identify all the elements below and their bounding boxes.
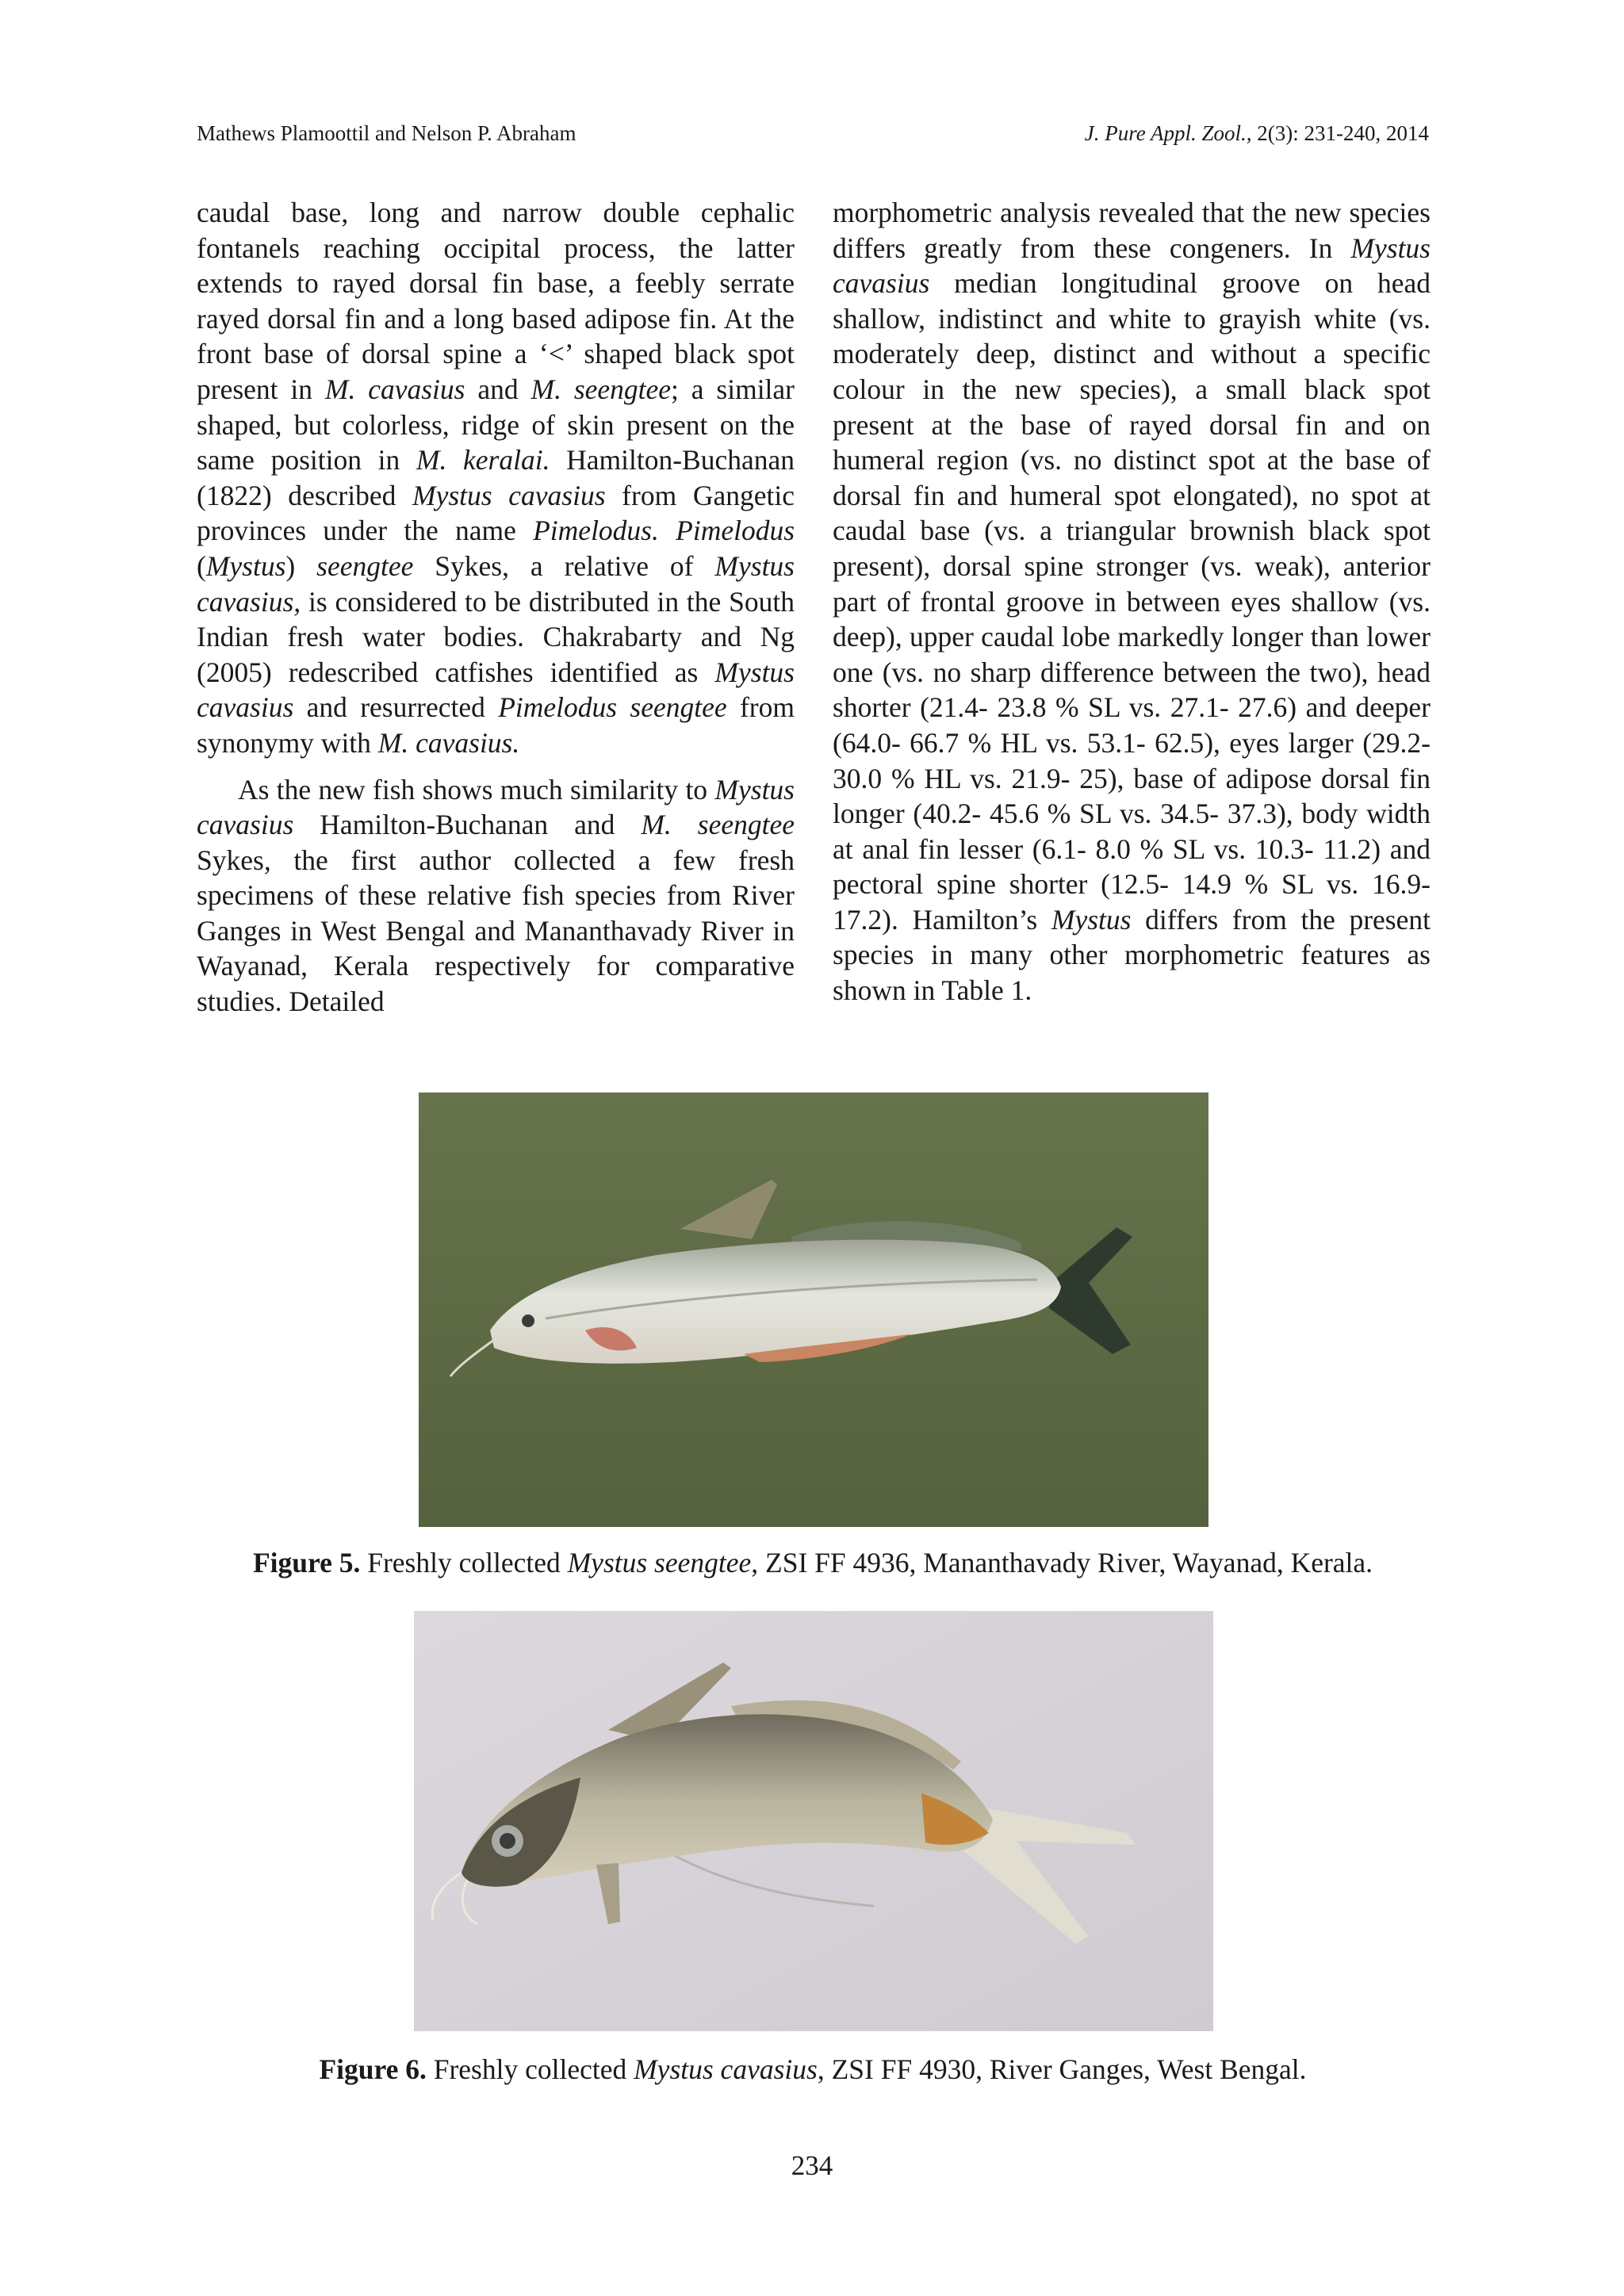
- italic-run: M. seengtee: [530, 373, 672, 405]
- text-run: and resurrected: [293, 691, 499, 724]
- header-journal-volume: 2(3): 231-240, 2014: [1251, 121, 1429, 145]
- header-journal: [1085, 116, 1429, 151]
- figure-5-caption-post: , ZSI FF 4936, Mananthavady River, Wayanad, Kerala.: [751, 1547, 1373, 1578]
- italic-run: seengtee: [316, 549, 414, 582]
- figure-5-caption: [197, 1545, 1429, 1580]
- text-run: (: [197, 549, 206, 582]
- page-number: 234: [791, 2150, 833, 2181]
- text-run: from Gangetic provinces under the name: [197, 479, 795, 547]
- italic-run: M. keralai.: [416, 444, 550, 476]
- figure-6-caption-pre: Freshly collected: [426, 2053, 634, 2085]
- header-authors: Mathews Plamoottil and Nelson P. Abraham: [197, 121, 576, 145]
- italic-run: Mystus cavasius: [197, 656, 795, 724]
- text-run: Sykes: [197, 844, 264, 876]
- text-run: caudal base, long and narrow double cephalic fontanels reaching occipital process, the latter extends to rayed dorsal fin base, a feebly serrate rayed dorsal fin and a long based adipose fin. At the front base of dorsal spine a ‘<’ shaped black spot present in: [197, 197, 795, 405]
- text-run: Hamilton-Buchanan (1822) described: [197, 444, 795, 511]
- text-run: the first author collected a few fresh specimens of these relative fish species from River Ganges in West Bengal and Mananthavady River in Wayanad, Kerala respectively for comparative studies. Detailed: [197, 844, 795, 1018]
- text-run: ): [285, 549, 317, 582]
- text-run: from synonymy with: [197, 691, 795, 759]
- figure-6-caption-post: , ZSI FF 4930, River Ganges, West Bengal.: [817, 2053, 1307, 2085]
- text-run: and: [465, 373, 531, 405]
- text-run: median longitudinal groove on head shallow, indistinct and white to grayish white (vs. moderately deep, distinct and without a specific colour in the new species), a small black spot present at the base of rayed dorsal fin and on humeral region (vs. no distinct spot at the base of dorsal fin and humeral spot elongated), no spot at caudal base (vs. a triangular brownish black spot present), dorsal spine stronger (vs. weak), anterior part of frontal groove in between eyes shallow (vs. deep), upper caudal lobe markedly longer than lower one (vs. no sharp difference between the two), head shorter (21.4- 23.8 % SL vs. 27.1- 27.6) and deeper (64.0- 66.7 % HL vs. 53.1- 62.5), eyes larger (29.2- 30.0 % HL vs. 21.9- 25), base of adipose dorsal fin longer (40.2- 45.6 % SL vs. 34.5- 37.3), body width at anal fin lesser (6.1- 8.0 % SL vs. 10.3- 11.2) and pectoral spine shorter (12.5- 14.9 % SL vs. 16.9-17.2). Hamilton’s: [833, 267, 1431, 936]
- text-run: ; a similar shaped, but colorless, ridge of skin present on the same position in: [197, 373, 795, 476]
- text-run: As the new fish shows much similarity to: [238, 773, 715, 806]
- italic-run: M. cavasius: [324, 373, 465, 405]
- text-run: Sykes, a relative of: [413, 549, 715, 582]
- italic-run: Mystus cavasius: [833, 232, 1431, 300]
- italic-run: Pimelodus seengtee: [498, 691, 727, 724]
- text-run: is considered to be distributed in the South Indian fresh water bodies. Chakrabarty and Ng (2005) redescribed catfishes identified as: [197, 585, 795, 688]
- text-run: differs from the present species in many other morphometric features as shown in Table 1.: [833, 903, 1431, 1007]
- figure-5-species: Mystus seengtee: [567, 1547, 752, 1578]
- figure-5-caption-pre: Freshly collected: [360, 1547, 568, 1578]
- italic-run: Mystus cavasius: [197, 773, 795, 841]
- italic-run: Mystus: [205, 549, 286, 582]
- italic-run: Mystus cavasius: [412, 479, 606, 511]
- italic-run: Mystus: [1051, 903, 1132, 936]
- italic-run: Pimelodus.: [533, 515, 659, 547]
- left-paragraph-2: [197, 772, 795, 1020]
- figure-6-species: Mystus cavasius: [634, 2053, 818, 2085]
- right-column: [833, 195, 1431, 1008]
- italic-run: M. cavasius.: [377, 726, 520, 759]
- italic-run: Pimelodus: [676, 515, 795, 547]
- right-paragraph-1: [833, 195, 1431, 1008]
- running-header: [197, 116, 1429, 151]
- left-column: [197, 195, 795, 1020]
- figure-6-photo: [414, 1611, 1213, 2031]
- figure-5-photo: [419, 1093, 1208, 1527]
- text-run: morphometric analysis revealed that the new species differs greatly from these congeners. In: [833, 197, 1431, 264]
- italic-run: ,: [263, 844, 271, 876]
- figure-6-label: Figure 6.: [319, 2053, 427, 2085]
- left-paragraph-1: [197, 195, 795, 761]
- italic-run: Mystus cavasius,: [197, 549, 795, 618]
- figure-5-label: Figure 5.: [252, 1547, 361, 1578]
- header-journal-name: J. Pure Appl. Zool.,: [1084, 121, 1252, 145]
- text-run: [659, 515, 676, 546]
- italic-run: M. seengtee: [641, 809, 795, 841]
- figure-6-caption: [197, 2052, 1429, 2087]
- text-run: Hamilton-Buchanan and: [293, 809, 642, 841]
